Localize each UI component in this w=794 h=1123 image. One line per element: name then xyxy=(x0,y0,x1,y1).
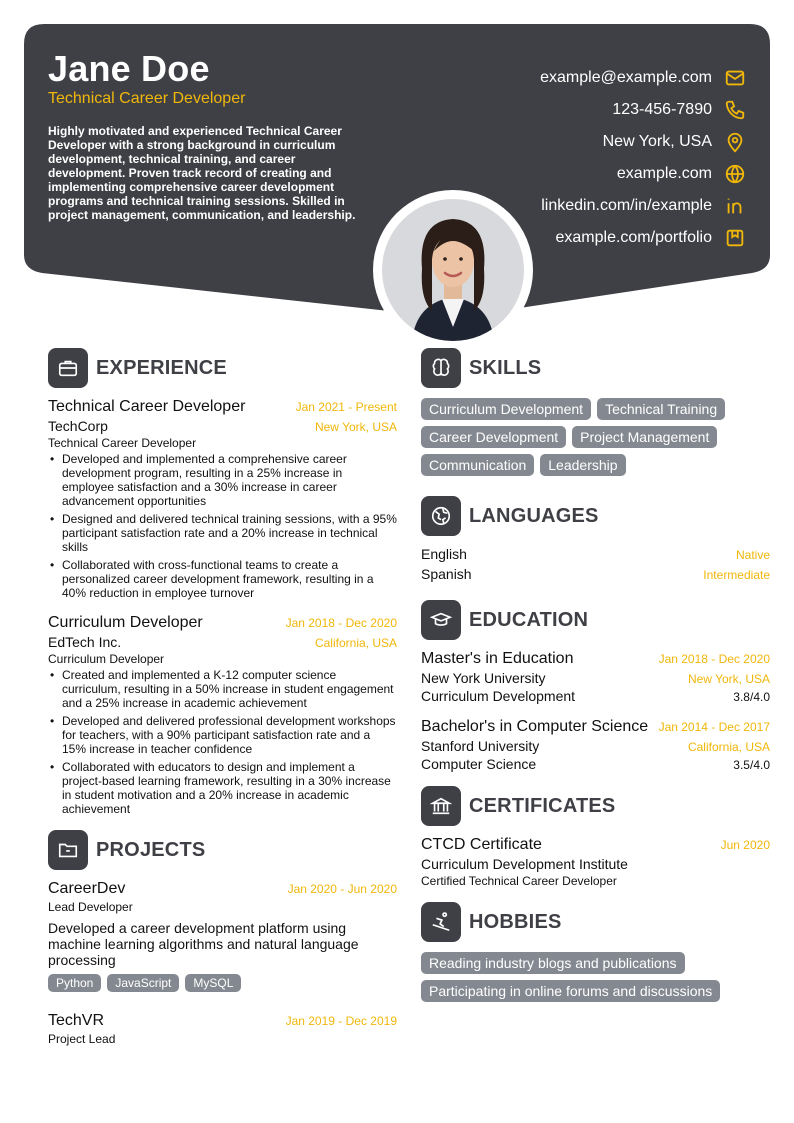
graduation-cap-icon xyxy=(421,600,461,640)
project-date: Jan 2019 - Dec 2019 xyxy=(285,1014,397,1028)
projects-title: PROJECTS xyxy=(96,838,206,861)
contact-location-text: New York, USA xyxy=(602,133,712,150)
education-item xyxy=(421,650,770,704)
right-column xyxy=(421,348,770,1008)
job-company: EdTech Inc. xyxy=(48,634,122,650)
candidate-name: Jane Doe xyxy=(48,48,210,89)
projects-header xyxy=(48,830,397,870)
contact-linkedin[interactable] xyxy=(470,190,770,222)
field-of-study: Curriculum Development xyxy=(421,688,576,704)
left-column xyxy=(48,348,397,1060)
contact-email[interactable] xyxy=(470,62,770,94)
job-company: TechCorp xyxy=(48,418,108,434)
skiing-icon xyxy=(421,902,461,942)
contact-website-text[interactable]: example.com xyxy=(616,165,712,182)
skills-title: SKILLS xyxy=(469,356,542,379)
contact-phone-text[interactable]: 123-456-7890 xyxy=(612,101,712,118)
experience-item xyxy=(48,614,397,816)
language-item xyxy=(421,546,770,566)
certificate-item xyxy=(421,836,770,888)
skill-tag: Communication xyxy=(421,454,534,476)
job-role: Curriculum Developer xyxy=(48,652,165,666)
project-role: Project Lead xyxy=(48,1032,116,1046)
job-bullet: • Designed and delivered technical training sessions, with a 95% participant satisfaction rate and a 20% increase in technical skills xyxy=(48,512,397,554)
language-globe-icon xyxy=(421,496,461,536)
folder-icon xyxy=(48,830,88,870)
languages-header xyxy=(421,496,770,536)
language-item xyxy=(421,566,770,586)
education-date: Jan 2018 - Dec 2020 xyxy=(658,652,770,666)
job-date: Jan 2018 - Dec 2020 xyxy=(285,616,397,630)
project-tag: JavaScript xyxy=(107,974,179,992)
linkedin-icon xyxy=(724,195,746,217)
degree: Master's in Education xyxy=(421,650,574,667)
language-name: Spanish xyxy=(421,566,472,582)
certificate-issuer: Curriculum Development Institute xyxy=(421,856,628,872)
institution-icon xyxy=(421,786,461,826)
education-title: EDUCATION xyxy=(469,608,589,631)
skill-tag: Technical Training xyxy=(597,398,725,420)
certificates-title: CERTIFICATES xyxy=(469,794,616,817)
contact-phone[interactable] xyxy=(470,94,770,126)
contact-email-text[interactable]: example@example.com xyxy=(540,69,712,86)
job-title: Technical Career Developer xyxy=(48,398,246,415)
location-pin-icon xyxy=(724,131,746,153)
candidate-title: Technical Career Developer xyxy=(48,90,246,107)
education-date: Jan 2014 - Dec 2017 xyxy=(658,720,770,734)
language-level: Native xyxy=(735,548,770,562)
project-tags xyxy=(48,974,397,998)
school-location: California, USA xyxy=(687,740,770,754)
contact-website[interactable] xyxy=(470,158,770,190)
globe-icon xyxy=(724,163,746,185)
language-name: English xyxy=(421,546,467,562)
profile-photo xyxy=(382,199,524,341)
job-bullet: • Developed and implemented a comprehensive career development program, resulting in a 25% increase in employee satisfaction and a 30% increase in career advancement opportunities xyxy=(48,452,397,508)
job-bullets xyxy=(48,452,397,600)
skill-tag: Curriculum Development xyxy=(421,398,591,420)
skill-tag: Project Management xyxy=(572,426,717,448)
certificate-name: CTCD Certificate xyxy=(421,836,542,853)
project-name: TechVR xyxy=(48,1012,105,1029)
brain-icon xyxy=(421,348,461,388)
job-bullet: • Created and implemented a K-12 computer science curriculum, resulting in a 50% increase in student engagement and a 25% increase in academic achievement xyxy=(48,668,397,710)
experience-title: EXPERIENCE xyxy=(96,356,227,379)
languages-list xyxy=(421,546,770,586)
gpa: 3.5/4.0 xyxy=(733,758,770,772)
hobby-tag: Participating in online forums and discussions xyxy=(421,980,720,1002)
hobby-tag: Reading industry blogs and publications xyxy=(421,952,685,974)
contact-linkedin-text[interactable]: linkedin.com/in/example xyxy=(541,197,712,214)
school-location: New York, USA xyxy=(687,672,770,686)
education-header xyxy=(421,600,770,640)
certificate-date: Jun 2020 xyxy=(720,838,770,852)
degree: Bachelor's in Computer Science xyxy=(421,718,649,735)
profile-summary: Highly motivated and experienced Technical Career Developer with a strong background in curriculum development, technical training, and career development. Proven track record of creating and implementing comprehensive career development programs and technical training sessions. Skilled in project management, communication, and leadership. xyxy=(48,124,356,222)
project-name: CareerDev xyxy=(48,880,126,897)
project-item xyxy=(48,880,397,998)
job-bullet: • Collaborated with cross-functional teams to create a personalized career development framework, resulting in a 40% reduction in employee turnover xyxy=(48,558,397,600)
school: Stanford University xyxy=(421,738,540,754)
skill-tag: Leadership xyxy=(540,454,625,476)
mail-icon xyxy=(724,67,746,89)
contact-portfolio-text[interactable]: example.com/portfolio xyxy=(555,229,712,246)
project-date: Jan 2020 - Jun 2020 xyxy=(287,882,397,896)
job-role: Technical Career Developer xyxy=(48,436,197,450)
certificates-header xyxy=(421,786,770,826)
project-description: Developed a career development platform using machine learning algorithms and natural language processing xyxy=(48,920,359,968)
job-title: Curriculum Developer xyxy=(48,614,203,631)
job-bullet: • Developed and delivered professional development workshops for teachers, with a 90% participant satisfaction rate and a 15% increase in teacher confidence xyxy=(48,714,397,756)
skills-header xyxy=(421,348,770,388)
project-item xyxy=(48,1012,397,1046)
job-location: California, USA xyxy=(314,636,397,650)
skill-tag: Career Development xyxy=(421,426,566,448)
job-bullet: • Collaborated with educators to design and implement a project-based learning framework, resulting in a 30% increase in student motivation and a 20% increase in academic achievement xyxy=(48,760,397,816)
portfolio-icon xyxy=(724,227,746,249)
certificate-description: Certified Technical Career Developer xyxy=(421,874,617,888)
field-of-study: Computer Science xyxy=(421,756,537,772)
hobbies-list xyxy=(421,952,770,1008)
hobbies-title: HOBBIES xyxy=(469,910,562,933)
job-bullets xyxy=(48,668,397,816)
project-role: Lead Developer xyxy=(48,900,133,914)
phone-icon xyxy=(724,99,746,121)
education-item xyxy=(421,718,770,772)
project-tag: MySQL xyxy=(185,974,241,992)
gpa: 3.8/4.0 xyxy=(733,690,770,704)
school: New York University xyxy=(421,670,546,686)
briefcase-icon xyxy=(48,348,88,388)
skills-list xyxy=(421,398,770,482)
project-tag: Python xyxy=(48,974,101,992)
job-date: Jan 2021 - Present xyxy=(295,400,397,414)
job-location: New York, USA xyxy=(314,420,397,434)
language-level: Intermediate xyxy=(703,568,770,582)
languages-title: LANGUAGES xyxy=(469,504,599,527)
contact-location xyxy=(470,126,770,158)
experience-item xyxy=(48,398,397,600)
experience-header xyxy=(48,348,397,388)
hobbies-header xyxy=(421,902,770,942)
